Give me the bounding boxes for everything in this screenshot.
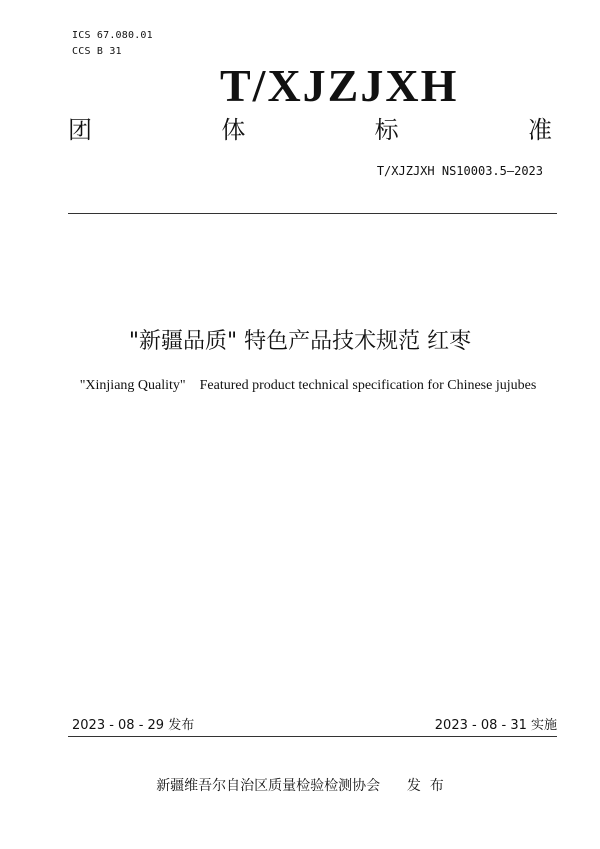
ics-code: ICS 67.080.01 [72,30,153,41]
bottom-divider [68,736,557,737]
ccs-code: CCS B 31 [72,46,122,57]
top-divider [68,213,557,214]
effective-date: 2023 - 08 - 31 实施 [434,718,557,733]
standard-type-char: 团 [68,116,92,144]
standard-type-char: 体 [221,116,246,144]
standard-type-char: 标 [374,116,399,144]
association-logo-text: T/XJZJXH [220,60,459,111]
document-title-english: "Xinjiang Quality" Featured product technical specification for Chinese jujubes [79,378,537,393]
standard-type-char: 准 [527,116,552,144]
document-title-chinese: "新疆品质" 特色产品技术规范 红枣 [128,329,472,354]
issue-date: 2023 - 08 - 29 发布 [72,718,195,733]
standard-number: T/XJZJXH NS10003.5—2023 [376,164,543,178]
publisher-line: 新疆维吾尔自治区质量检验检测协会 发 布 [156,778,444,794]
standard-type-heading [68,112,552,148]
